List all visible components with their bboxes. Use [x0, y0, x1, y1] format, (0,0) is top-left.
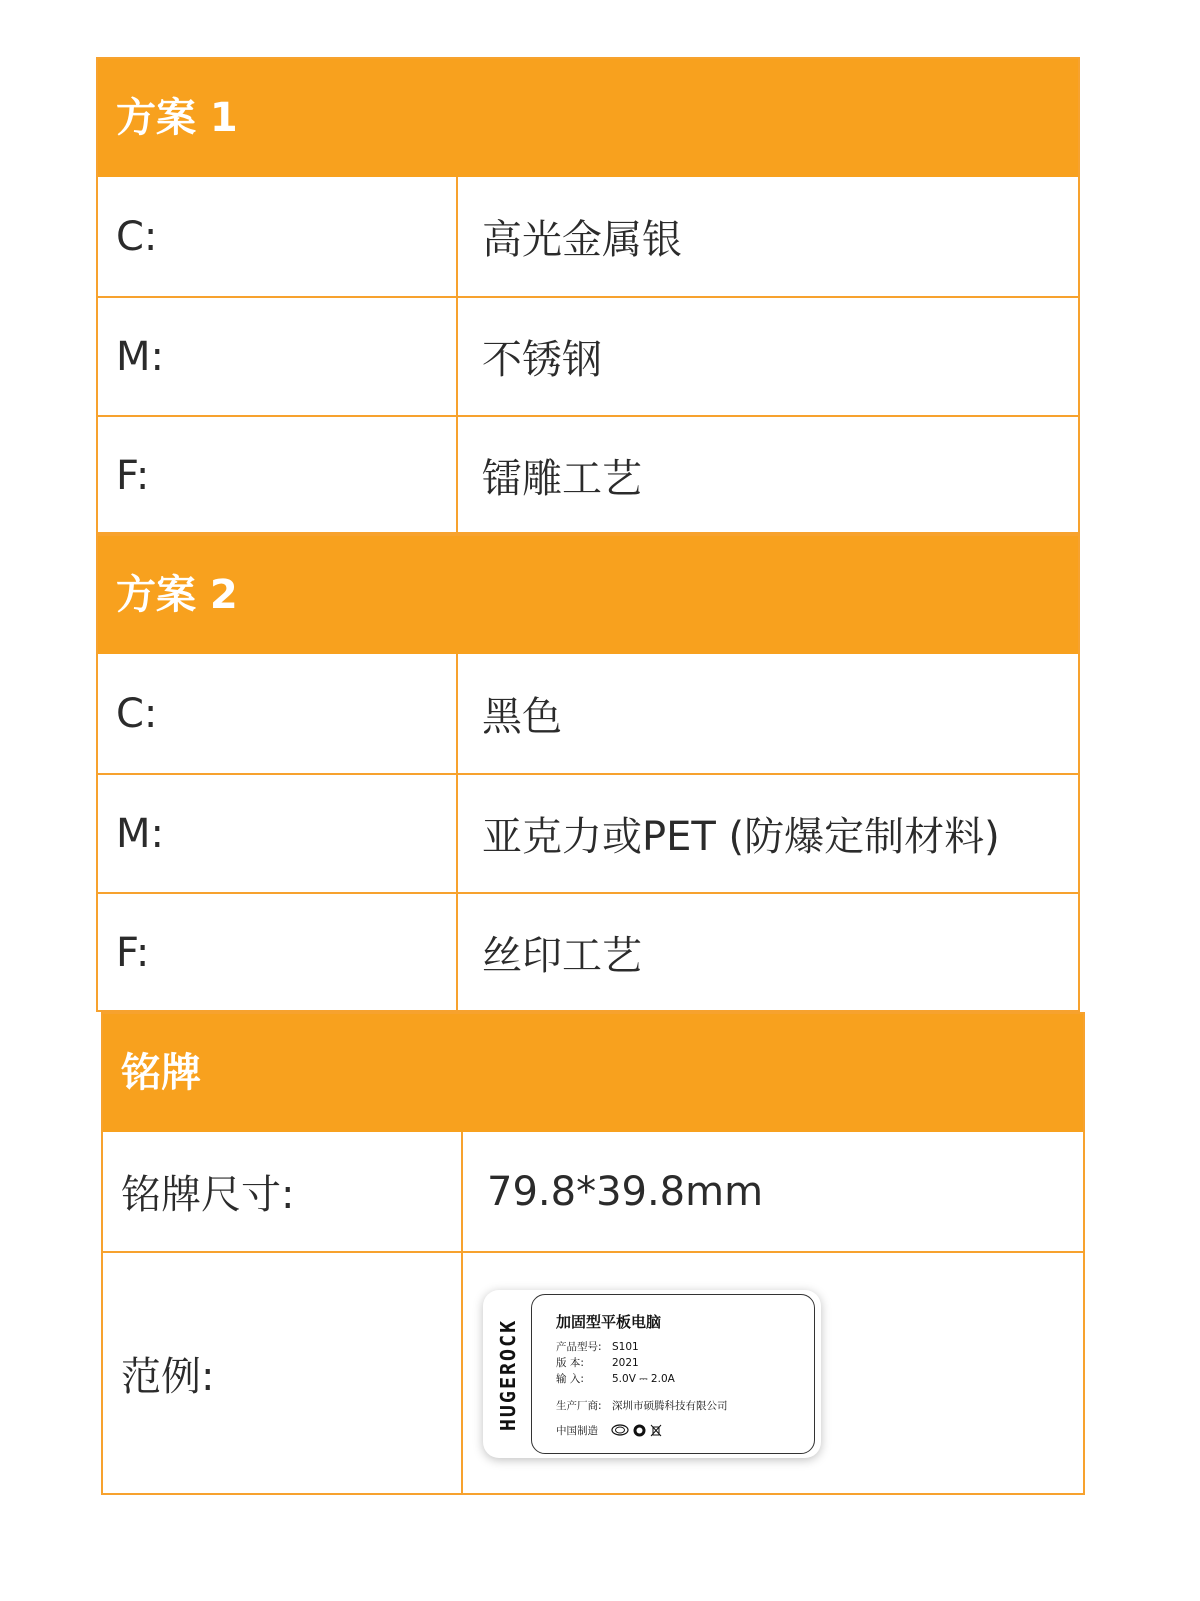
table-row [98, 654, 1078, 773]
table-row [98, 892, 1078, 1011]
table-row [98, 177, 1078, 296]
row-value: 黑色 [482, 694, 562, 740]
nameplate-info-panel [531, 1294, 815, 1454]
row-value: 不锈钢 [482, 337, 602, 383]
weee-bin-icon [650, 1424, 662, 1437]
row-value: 镭雕工艺 [482, 456, 642, 502]
row-label: M: [98, 298, 458, 415]
plan-1-table [96, 57, 1080, 534]
example-cell [463, 1253, 1083, 1494]
row-label: 范例: [103, 1253, 463, 1494]
rohs-10-mark-icon [633, 1424, 646, 1437]
nameplate-header: 铭牌 [103, 1014, 1083, 1132]
row-label: C: [98, 177, 458, 296]
version-line: 版 本: 2021 [556, 1356, 639, 1369]
row-value: 高光金属银 [482, 217, 682, 263]
row-label: F: [98, 894, 458, 1011]
table-row [98, 296, 1078, 415]
row-value: 丝印工艺 [482, 933, 642, 979]
table-row [103, 1251, 1083, 1494]
plan-2-header: 方案 2 [98, 536, 1078, 654]
input-line: 输 入: 5.0V ⎓ 2.0A [556, 1372, 675, 1385]
plan-2-table [96, 534, 1080, 1012]
row-value: 亚克力或PET (防爆定制材料) [482, 814, 1000, 860]
brand-logo: HUGEROCK [496, 1318, 521, 1431]
table-row [98, 773, 1078, 892]
nameplate-table [101, 1012, 1085, 1495]
model-line: 产品型号: S101 [556, 1340, 639, 1353]
nameplate-example-image [483, 1290, 821, 1458]
table-row [98, 415, 1078, 534]
row-label: C: [98, 654, 458, 773]
row-value: 79.8*39.8mm [487, 1168, 764, 1215]
maker-line: 生产厂商: 深圳市硕腾科技有限公司 [556, 1399, 728, 1412]
plan-1-header: 方案 1 [98, 59, 1078, 177]
row-label: M: [98, 775, 458, 892]
product-name: 加固型平板电脑 [556, 1312, 662, 1331]
origin-line: 中国制造 [556, 1423, 662, 1438]
table-row [103, 1132, 1083, 1251]
row-label: F: [98, 417, 458, 534]
ccc-mark-icon [611, 1424, 629, 1436]
row-label: 铭牌尺寸: [103, 1132, 463, 1251]
